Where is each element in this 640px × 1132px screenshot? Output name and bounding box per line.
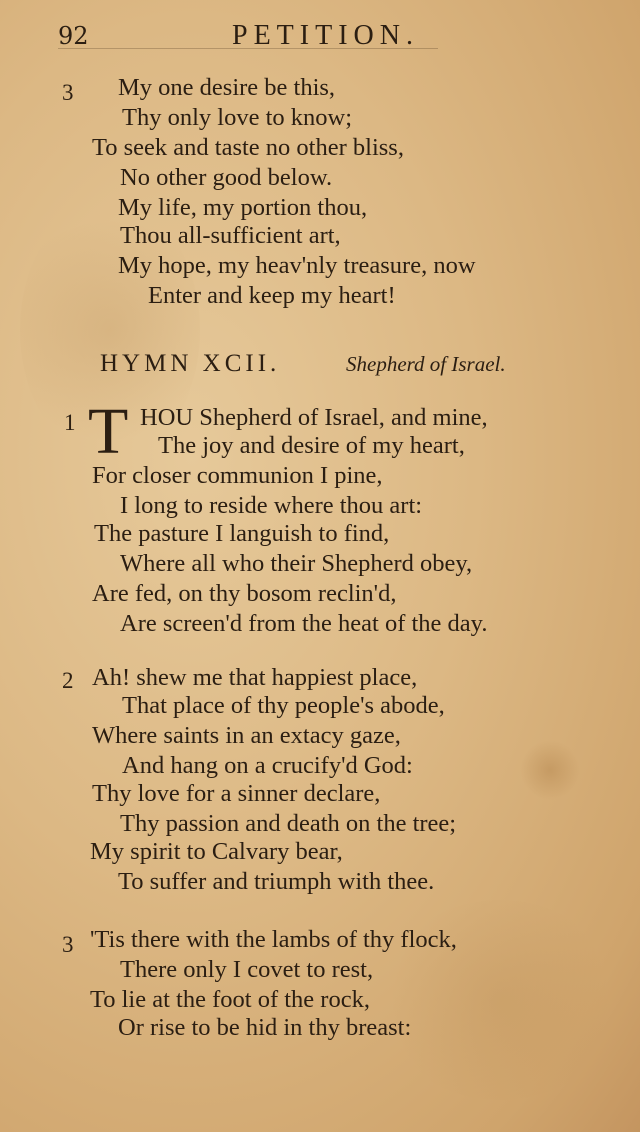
stanza-number: 2 [62,668,74,693]
verse-line: My spirit to Calvary bear, [90,838,343,865]
verse-line: Ah! shew me that happiest place, [92,664,418,691]
verse-line: Where saints in an extacy gaze, [92,722,401,749]
verse-line: Where all who their Shepherd obey, [120,550,473,577]
stanza-number: 1 [64,410,76,435]
running-head [0,18,640,52]
hymn-heading [100,350,560,384]
verse-line: Thy only love to know; [122,104,353,131]
verse-line: Or rise to be hid in thy breast: [118,1014,412,1041]
drop-cap: T [88,395,129,468]
verse-line: My hope, my heav'nly treasure, now [118,252,476,279]
verse-line: My life, my portion thou, [118,194,368,221]
verse-line: There only I covet to rest, [120,956,374,983]
verse-line: Are fed, on thy bosom reclin'd, [92,580,397,607]
stanza-number: 3 [62,80,74,105]
paper-stain [520,740,580,800]
hymn-number: HYMN XCII. [100,350,281,377]
verse-line: That place of thy people's abode, [122,692,445,719]
hymn-subtitle: Shepherd of Israel. [346,352,506,376]
verse-line: No other good below. [120,164,333,191]
verse-line: The pasture I languish to find, [94,520,390,547]
verse-line: Thou all-sufficient art, [120,222,341,249]
verse-line: And hang on a crucify'd God: [122,752,413,779]
verse-line: Thy passion and death on the tree; [120,810,457,837]
running-title: PETITION. [232,20,419,51]
verse-line: I long to reside where thou art: [120,492,423,519]
verse-line: For closer communion I pine, [92,462,383,489]
verse-line: My one desire be this, [118,74,336,101]
verse-line: The joy and desire of my heart, [158,432,465,459]
verse-line: HOU Shepherd of Israel, and mine, [140,404,488,431]
verse-line: To lie at the foot of the rock, [90,986,370,1013]
stanza-number: 3 [62,932,74,957]
verse-line: Enter and keep my heart! [148,282,396,309]
verse-line: Thy love for a sinner declare, [92,780,381,807]
header-rule [58,48,438,49]
verse-line: Are screen'd from the heat of the day. [120,610,488,637]
page-number: 92 [58,22,89,50]
verse-line: 'Tis there with the lambs of thy flock, [90,926,457,953]
verse-line: To seek and taste no other bliss, [92,134,404,161]
verse-line: To suffer and triumph with thee. [118,868,435,895]
